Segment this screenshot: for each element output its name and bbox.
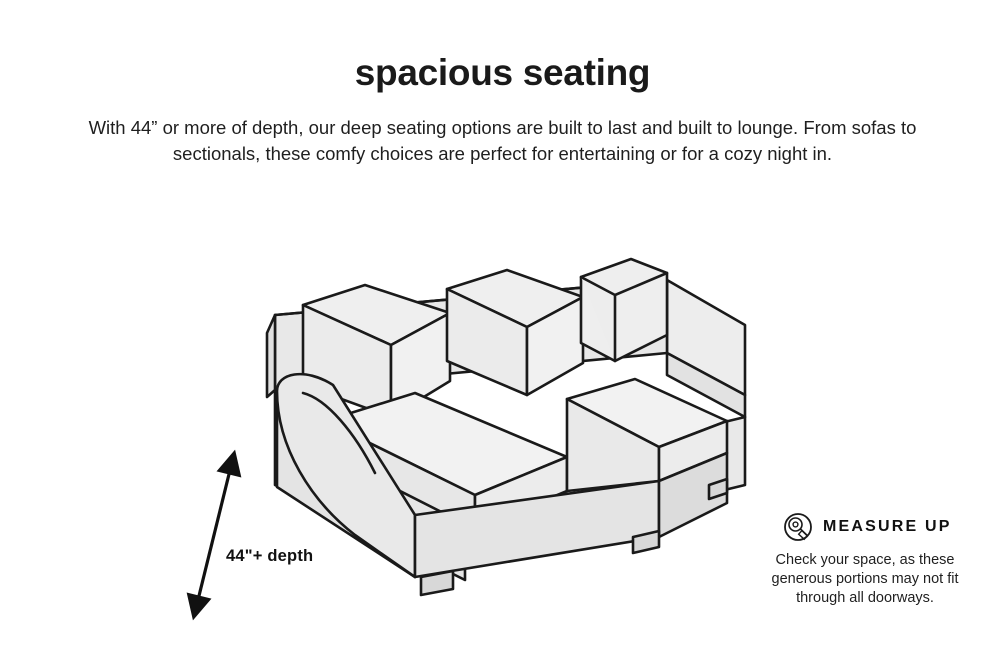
page-subtitle: With 44” or more of depth, our deep seating options are built to last and built to lounge. From sofas to sectionals, these comfy choices are perfect for entertaining or for a cozy night in. [88,117,917,164]
measure-up-heading-row [745,512,985,542]
depth-dimension-arrow [30,440,260,630]
tape-measure-icon [783,512,813,542]
measure-up-note: Check your space, as these generous portions may not fit through all doorways. [771,552,959,606]
page-title: spacious seating [354,52,651,93]
measure-up-heading: MEASURE UP [823,518,952,535]
measure-up-block [745,512,985,608]
depth-label: 44"+ depth [226,547,314,565]
